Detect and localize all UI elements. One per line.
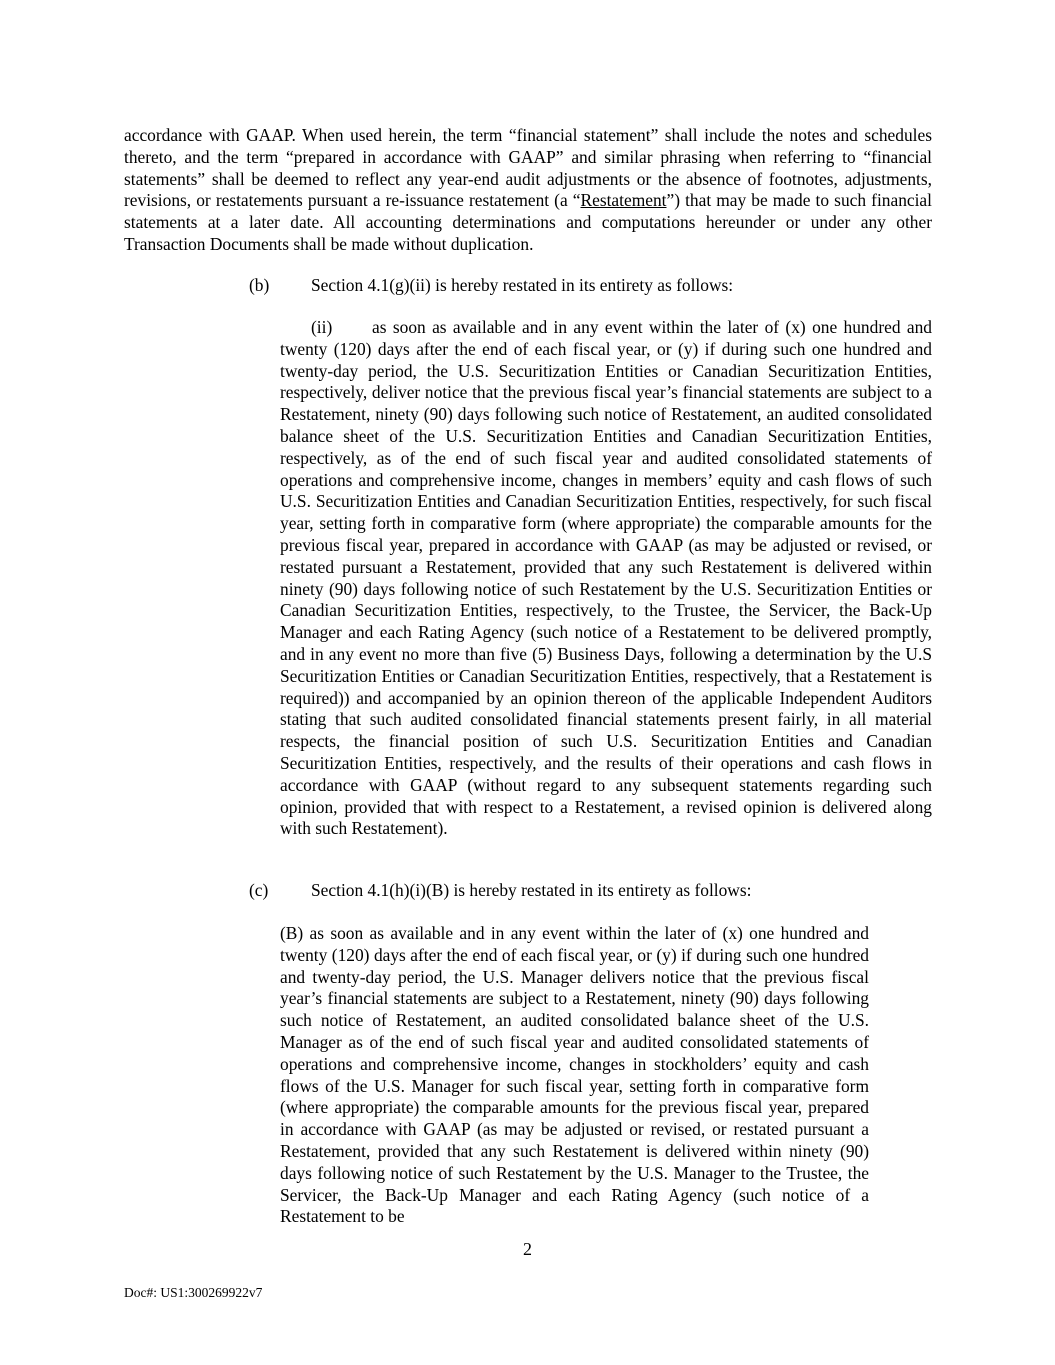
page-number: 2 bbox=[523, 1239, 532, 1259]
paragraph-gaap-definitions bbox=[124, 125, 932, 256]
item-b-label: (b) bbox=[249, 275, 270, 295]
clause-ii-text: as soon as available and in any event within the later of (x) one hundred and twenty (120) days after the end of each fiscal year, or (y) if during such one hundred and twenty-day period, the U.S. Securitization Entities or Canadian Securitization Entities, respectively, deliver notice that the previous fiscal year’s financial statements are subject to a Restatement, ninety (90) days following such notice of Restatement, an audited consolidated balance sheet of the U.S. Securitization Entities and Canadian Securitization Entities, respectively, as of the end of such fiscal year and audited consolidated statements of operations and comprehensive income, changes in members’ equity and cash flows of such U.S. Securitization Entities and Canadian Securitization Entities, respectively, for such fiscal year, setting forth in comparative form (where appropriate) the comparable amounts for the previous fiscal year, prepared in accordance with GAAP (as may be adjusted or revised, or restated pursuant a Restatement, provided that any such Restatement is delivered within ninety (90) days following notice of such Restatement by the U.S. Securitization Entities or Canadian Securitization Entities, respectively, to the Trustee, the Servicer, the Back-Up Manager and each Rating Agency (such notice of a Restatement to be delivered promptly, and in any event no more than five (5) Business Days, following a determination by the U.S Securitization Entities or Canadian Securitization Entities, respectively, that a Restatement is required)) and accompanied by an opinion thereon of the applicable Independent Auditors stating that such audited consolidated financial statements present fairly, in all material respects, the financial position of such U.S. Securitization Entities and Canadian Securitization Entities, respectively, and the results of their operations and cash flows in accordance with GAAP (without regard to any subsequent statements regarding such opinion, provided that with respect to a Restatement, a revised opinion is delivered along with such Restatement). bbox=[280, 317, 932, 839]
paragraph-text-before: accordance with GAAP. When used herein, the term “financial statement” shall include the notes and schedules thereto, and the term “prepared in accordance with GAAP” and similar phrasing when referring to “financial statements” shall be deemed to reflect any year-end audit adjustments or the absence of footnotes, adjustments, revisions, or restatements pursuant a re-issuance restatement (a “ bbox=[124, 125, 932, 211]
item-c-text: Section 4.1(h)(i)(B) is hereby restated in its entirety as follows: bbox=[311, 880, 752, 900]
clause-b-paragraph: (B) as soon as available and in any event within the later of (x) one hundred and twenty (120) days after the end of each fiscal year, or (y) if during such one hundred and twenty-day period, the U.S. Manager delivers notice that the previous fiscal year’s financial statements are subject to a Restatement, ninety (90) days following such notice of Restatement, an audited consolidated balance sheet of the U.S. Manager as of the end of such fiscal year and audited consolidated statements of operations and comprehensive income, changes in stockholders’ equity and cash flows of the U.S. Manager for such fiscal year, setting forth in comparative form (where appropriate) the comparable amounts for the previous fiscal year, prepared in accordance with GAAP (as may be adjusted or revised, or restated pursuant a Restatement, provided that any such Restatement is delivered within ninety (90) days following notice of such Restatement by the U.S. Manager to the Trustee, the Servicer, the Back-Up Manager and each Rating Agency (such notice of a Restatement to be bbox=[280, 923, 869, 1227]
document-id-footer: Doc#: US1:300269922v7 bbox=[124, 1285, 263, 1300]
clause-ii-paragraph bbox=[280, 317, 932, 840]
clause-ii-lead bbox=[280, 317, 372, 339]
clause-ii-label: (ii) bbox=[311, 317, 333, 337]
defined-term-restatement: Restatement bbox=[580, 190, 667, 211]
item-c-label: (c) bbox=[249, 880, 269, 900]
paragraph-text-after: ”) that may be made to such financial statements at a later date. All accounting determinations and computations hereunder or under any other Transaction Documents shall be made without duplication. bbox=[124, 190, 932, 254]
item-b-text: Section 4.1(g)(ii) is hereby restated in its entirety as follows: bbox=[311, 275, 734, 295]
